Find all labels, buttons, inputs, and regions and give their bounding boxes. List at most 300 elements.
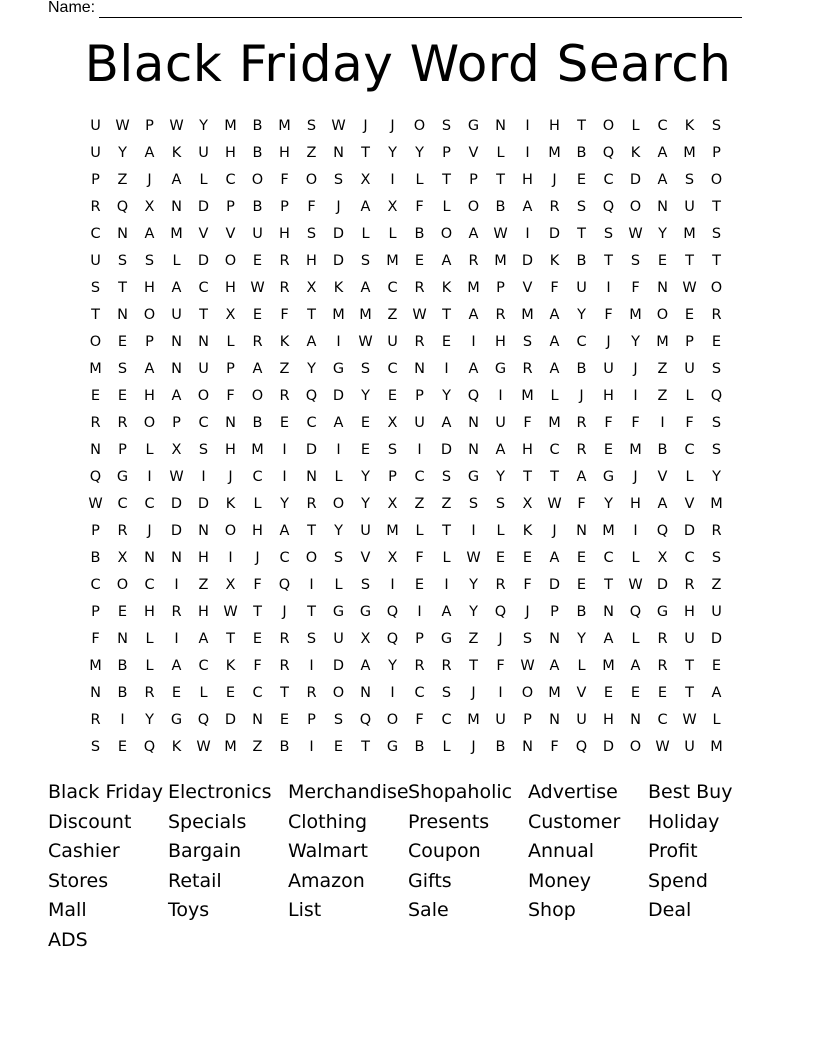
grid-letter: A — [171, 387, 182, 404]
grid-letter: R — [711, 522, 722, 539]
grid-letter: S — [90, 279, 101, 296]
grid-letter: M — [359, 306, 372, 323]
grid-letter: R — [306, 495, 317, 512]
grid-letter: H — [549, 117, 560, 134]
grid-letter: A — [441, 414, 452, 431]
grid-letter: S — [711, 360, 722, 377]
grid-letter: A — [171, 171, 182, 188]
grid-letter: Q — [305, 387, 318, 404]
grid-letter: Q — [143, 738, 156, 755]
grid-letter: A — [576, 468, 587, 485]
grid-letter: B — [279, 738, 290, 755]
grid-letter: X — [387, 198, 398, 215]
word-list-item: Cashier — [48, 840, 120, 863]
grid-letter: M — [629, 441, 642, 458]
grid-letter: I — [390, 684, 395, 701]
grid-letter: T — [280, 684, 289, 701]
grid-letter: Z — [711, 576, 722, 593]
grid-letter: O — [305, 171, 318, 188]
grid-letter: G — [116, 468, 129, 485]
grid-letter: Q — [656, 522, 669, 539]
grid-letter: U — [198, 144, 209, 161]
grid-letter: N — [90, 441, 101, 458]
grid-letter: I — [120, 711, 125, 728]
grid-letter: Y — [604, 495, 613, 512]
grid-letter: E — [252, 306, 263, 323]
grid-letter: T — [361, 738, 370, 755]
grid-letter: I — [336, 333, 341, 350]
grid-letter: W — [493, 225, 508, 242]
grid-letter: X — [387, 549, 398, 566]
grid-letter: C — [90, 576, 101, 593]
grid-letter: O — [467, 198, 480, 215]
grid-letter: T — [604, 252, 613, 269]
grid-letter: H — [684, 603, 695, 620]
grid-letter: S — [360, 252, 371, 269]
word-list-item: Stores — [48, 869, 109, 892]
grid-letter: Q — [278, 576, 291, 593]
grid-letter: S — [441, 684, 452, 701]
word-list-item: Shopaholic — [408, 781, 513, 803]
grid-letter: S — [468, 495, 479, 512]
grid-letter: I — [525, 117, 530, 134]
grid-letter: N — [495, 117, 506, 134]
grid-letter: I — [606, 279, 611, 296]
grid-letter: R — [657, 657, 668, 674]
grid-letter: L — [415, 522, 424, 539]
grid-letter: Q — [710, 387, 723, 404]
grid-letter: T — [253, 603, 262, 620]
grid-letter: P — [280, 198, 289, 215]
grid-letter: F — [550, 279, 559, 296]
grid-letter: Z — [387, 306, 398, 323]
grid-letter: I — [309, 738, 314, 755]
grid-letter: R — [414, 657, 425, 674]
grid-letter: B — [576, 360, 587, 377]
grid-letter: E — [630, 684, 641, 701]
grid-letter: Y — [415, 144, 424, 161]
grid-letter: P — [442, 144, 451, 161]
grid-letter: T — [442, 522, 451, 539]
grid-letter: H — [522, 171, 533, 188]
grid-letter: S — [522, 333, 533, 350]
grid-letter: D — [521, 252, 534, 269]
grid-letter: O — [629, 738, 642, 755]
grid-letter: L — [145, 630, 154, 647]
grid-letter: I — [525, 144, 530, 161]
grid-letter: D — [197, 252, 210, 269]
grid-letter: L — [199, 684, 208, 701]
grid-letter: M — [332, 306, 345, 323]
grid-letter: S — [306, 117, 317, 134]
grid-letter: S — [360, 576, 371, 593]
grid-letter: E — [711, 657, 722, 674]
grid-letter: S — [441, 468, 452, 485]
grid-letter: A — [549, 306, 560, 323]
grid-letter: T — [442, 171, 451, 188]
grid-letter: J — [363, 117, 368, 134]
grid-letter: M — [170, 225, 183, 242]
grid-letter: C — [144, 495, 155, 512]
grid-letter: V — [225, 225, 236, 242]
grid-letter: A — [333, 414, 344, 431]
grid-letter: R — [144, 684, 155, 701]
grid-letter: M — [467, 711, 480, 728]
grid-letter: O — [224, 252, 237, 269]
grid-letter: T — [550, 468, 559, 485]
grid-letter: O — [710, 279, 723, 296]
grid-letter: R — [252, 333, 263, 350]
grid-letter: Q — [602, 144, 615, 161]
grid-letter: A — [171, 657, 182, 674]
grid-letter: N — [603, 603, 614, 620]
grid-letter: B — [414, 225, 425, 242]
grid-letter: O — [629, 198, 642, 215]
grid-letter: G — [467, 117, 480, 134]
grid-letter: C — [306, 414, 317, 431]
grid-letter: W — [628, 225, 643, 242]
word-list-item: Best Buy — [648, 781, 733, 803]
grid-letter: D — [170, 522, 183, 539]
grid-letter: H — [225, 441, 236, 458]
grid-letter: A — [549, 549, 560, 566]
grid-letter: C — [576, 333, 587, 350]
grid-letter: U — [576, 279, 587, 296]
grid-letter: Y — [712, 468, 721, 485]
word-list-item: Holiday — [648, 810, 720, 833]
grid-letter: Y — [118, 144, 127, 161]
grid-letter: I — [525, 225, 530, 242]
grid-letter: T — [577, 117, 586, 134]
grid-letter: T — [199, 306, 208, 323]
grid-letter: Q — [197, 711, 210, 728]
grid-letter: J — [336, 198, 341, 215]
grid-letter: H — [279, 144, 290, 161]
grid-letter: I — [174, 630, 179, 647]
grid-letter: H — [225, 279, 236, 296]
grid-letter: L — [253, 495, 262, 512]
grid-letter: Y — [361, 495, 370, 512]
grid-letter: F — [415, 711, 424, 728]
grid-letter: D — [332, 252, 345, 269]
word-list-item: Sale — [408, 899, 449, 922]
grid-letter: L — [388, 225, 397, 242]
grid-letter: T — [442, 306, 451, 323]
grid-letter: M — [683, 144, 696, 161]
grid-letter: A — [468, 225, 479, 242]
grid-letter: U — [495, 414, 506, 431]
grid-letter: S — [522, 630, 533, 647]
grid-letter: O — [89, 333, 102, 350]
grid-letter: R — [117, 522, 128, 539]
grid-letter: F — [685, 414, 694, 431]
word-list-item: Amazon — [288, 869, 365, 892]
grid-letter: P — [307, 711, 316, 728]
grid-letter: F — [415, 198, 424, 215]
grid-letter: T — [604, 576, 613, 593]
grid-letter: A — [522, 198, 533, 215]
grid-letter: X — [522, 495, 533, 512]
grid-letter: U — [711, 603, 722, 620]
grid-letter: D — [170, 495, 183, 512]
grid-letter: W — [682, 279, 697, 296]
grid-letter: I — [471, 333, 476, 350]
grid-letter: I — [633, 522, 638, 539]
grid-letter: S — [684, 171, 695, 188]
grid-letter: U — [90, 252, 101, 269]
grid-letter: W — [520, 657, 535, 674]
word-list-item: Clothing — [288, 810, 368, 833]
grid-letter: N — [144, 549, 155, 566]
grid-letter: T — [91, 306, 100, 323]
grid-letter: L — [442, 549, 451, 566]
grid-letter: H — [306, 252, 317, 269]
grid-letter: F — [523, 414, 532, 431]
grid-letter: N — [171, 333, 182, 350]
grid-letter: G — [332, 360, 345, 377]
grid-letter: X — [360, 171, 371, 188]
grid-letter: V — [198, 225, 209, 242]
grid-letter: E — [387, 387, 398, 404]
grid-letter: L — [496, 522, 505, 539]
grid-letter: M — [386, 252, 399, 269]
grid-letter: I — [282, 441, 287, 458]
grid-letter: Q — [386, 603, 399, 620]
grid-letter: A — [144, 360, 155, 377]
grid-letter: S — [603, 225, 614, 242]
grid-letter: S — [711, 441, 722, 458]
grid-letter: R — [279, 657, 290, 674]
grid-letter: E — [576, 171, 587, 188]
grid-letter: R — [684, 576, 695, 593]
grid-letter: S — [198, 441, 209, 458]
grid-letter: U — [333, 630, 344, 647]
grid-letter: Y — [145, 711, 154, 728]
grid-letter: K — [225, 495, 236, 512]
grid-letter: E — [603, 684, 614, 701]
grid-letter: Y — [442, 387, 451, 404]
grid-letter: N — [549, 630, 560, 647]
grid-letter: S — [630, 252, 641, 269]
grid-letter: N — [171, 198, 182, 215]
grid-letter: A — [549, 360, 560, 377]
grid-letter: M — [251, 441, 264, 458]
grid-letter: G — [467, 468, 480, 485]
grid-letter: O — [143, 306, 156, 323]
grid-letter: F — [91, 630, 100, 647]
grid-letter: I — [309, 576, 314, 593]
grid-letter: C — [603, 171, 614, 188]
grid-letter: R — [576, 441, 587, 458]
grid-letter: M — [494, 252, 507, 269]
grid-letter: F — [523, 576, 532, 593]
grid-letter: X — [117, 549, 128, 566]
grid-letter: A — [144, 225, 155, 242]
grid-letter: T — [685, 252, 694, 269]
grid-letter: N — [90, 684, 101, 701]
grid-letter: F — [415, 549, 424, 566]
grid-letter: Q — [602, 198, 615, 215]
grid-letter: M — [467, 279, 480, 296]
grid-letter: J — [282, 603, 287, 620]
grid-letter: H — [603, 387, 614, 404]
grid-letter: D — [548, 576, 561, 593]
grid-letter: H — [198, 603, 209, 620]
grid-letter: X — [225, 306, 236, 323]
grid-letter: C — [414, 684, 425, 701]
grid-letter: A — [711, 684, 722, 701]
grid-letter: R — [117, 414, 128, 431]
word-list-item: Specials — [168, 810, 247, 833]
grid-letter: E — [117, 738, 128, 755]
grid-letter: A — [657, 495, 668, 512]
grid-letter: C — [684, 549, 695, 566]
grid-letter: B — [252, 144, 263, 161]
grid-letter: O — [440, 225, 453, 242]
grid-letter: W — [88, 495, 103, 512]
grid-letter: H — [252, 522, 263, 539]
grid-letter: Q — [629, 603, 642, 620]
grid-letter: C — [90, 225, 101, 242]
grid-letter: O — [332, 684, 345, 701]
grid-letter: H — [144, 279, 155, 296]
grid-letter: W — [412, 306, 427, 323]
grid-letter: W — [250, 279, 265, 296]
grid-letter: B — [414, 738, 425, 755]
grid-letter: N — [549, 711, 560, 728]
grid-letter: E — [171, 684, 182, 701]
grid-letter: H — [630, 495, 641, 512]
grid-letter: F — [226, 387, 235, 404]
grid-letter: E — [576, 549, 587, 566]
grid-letter: S — [711, 414, 722, 431]
grid-letter: J — [471, 738, 476, 755]
grid-letter: S — [90, 738, 101, 755]
grid-letter: D — [305, 441, 318, 458]
grid-letter: O — [521, 684, 534, 701]
grid-letter: K — [684, 117, 695, 134]
grid-letter: Y — [361, 387, 370, 404]
grid-letter: E — [657, 252, 668, 269]
grid-letter: S — [144, 252, 155, 269]
grid-letter: T — [523, 468, 532, 485]
grid-letter: E — [684, 306, 695, 323]
grid-letter: Z — [468, 630, 479, 647]
grid-letter: B — [252, 117, 263, 134]
grid-letter: A — [441, 252, 452, 269]
grid-letter: F — [631, 414, 640, 431]
grid-letter: C — [252, 684, 263, 701]
word-list-item: Gifts — [408, 869, 452, 892]
grid-letter: S — [387, 441, 398, 458]
grid-letter: N — [252, 711, 263, 728]
grid-letter: M — [602, 657, 615, 674]
grid-letter: L — [145, 441, 154, 458]
grid-letter: R — [90, 198, 101, 215]
grid-letter: P — [388, 468, 397, 485]
word-list-item: Mall — [48, 899, 87, 922]
grid-letter: A — [657, 171, 668, 188]
grid-letter: P — [550, 603, 559, 620]
grid-letter: Y — [658, 225, 667, 242]
grid-letter: J — [552, 171, 557, 188]
grid-letter: C — [414, 468, 425, 485]
grid-letter: P — [415, 630, 424, 647]
grid-letter: S — [117, 360, 128, 377]
grid-letter: N — [117, 306, 128, 323]
grid-letter: M — [548, 414, 561, 431]
grid-letter: M — [548, 684, 561, 701]
grid-letter: J — [525, 603, 530, 620]
grid-letter: Q — [359, 711, 372, 728]
grid-letter: T — [712, 252, 721, 269]
grid-letter: H — [495, 333, 506, 350]
grid-letter: Y — [496, 468, 505, 485]
grid-letter: E — [711, 333, 722, 350]
grid-letter: K — [441, 279, 452, 296]
grid-letter: J — [390, 117, 395, 134]
grid-letter: H — [522, 441, 533, 458]
grid-letter: D — [602, 738, 615, 755]
grid-letter: M — [629, 306, 642, 323]
grid-letter: Y — [577, 306, 586, 323]
grid-letter: D — [332, 387, 345, 404]
word-list-item: Electronics — [168, 781, 272, 803]
grid-letter: E — [225, 684, 236, 701]
grid-letter: N — [657, 279, 668, 296]
grid-letter: A — [441, 603, 452, 620]
grid-letter: Q — [116, 198, 129, 215]
grid-letter: L — [577, 657, 586, 674]
grid-letter: Q — [575, 738, 588, 755]
grid-letter: K — [522, 522, 533, 539]
grid-letter: I — [417, 603, 422, 620]
grid-letter: R — [522, 360, 533, 377]
grid-letter: I — [498, 684, 503, 701]
grid-letter: S — [333, 711, 344, 728]
grid-letter: B — [252, 198, 263, 215]
grid-letter: G — [332, 603, 345, 620]
grid-letter: T — [685, 684, 694, 701]
grid-letter: T — [361, 144, 370, 161]
grid-letter: N — [468, 441, 479, 458]
grid-letter: P — [523, 711, 532, 728]
grid-letter: F — [280, 171, 289, 188]
grid-letter: C — [279, 549, 290, 566]
grid-letter: E — [495, 549, 506, 566]
grid-letter: I — [660, 414, 665, 431]
grid-letter: Z — [414, 495, 425, 512]
grid-letter: D — [197, 495, 210, 512]
grid-letter: I — [390, 576, 395, 593]
grid-letter: I — [444, 360, 449, 377]
grid-letter: F — [253, 576, 262, 593]
grid-letter: M — [602, 522, 615, 539]
grid-letter: X — [360, 630, 371, 647]
grid-letter: P — [496, 279, 505, 296]
grid-letter: S — [576, 198, 587, 215]
grid-letter: R — [441, 657, 452, 674]
grid-letter: L — [685, 387, 694, 404]
word-list-item: Toys — [168, 899, 210, 922]
grid-letter: I — [201, 468, 206, 485]
grid-letter: J — [498, 630, 503, 647]
grid-letter: X — [171, 441, 182, 458]
grid-letter: A — [549, 657, 560, 674]
grid-letter: E — [279, 711, 290, 728]
grid-letter: D — [197, 198, 210, 215]
grid-letter: X — [306, 279, 317, 296]
